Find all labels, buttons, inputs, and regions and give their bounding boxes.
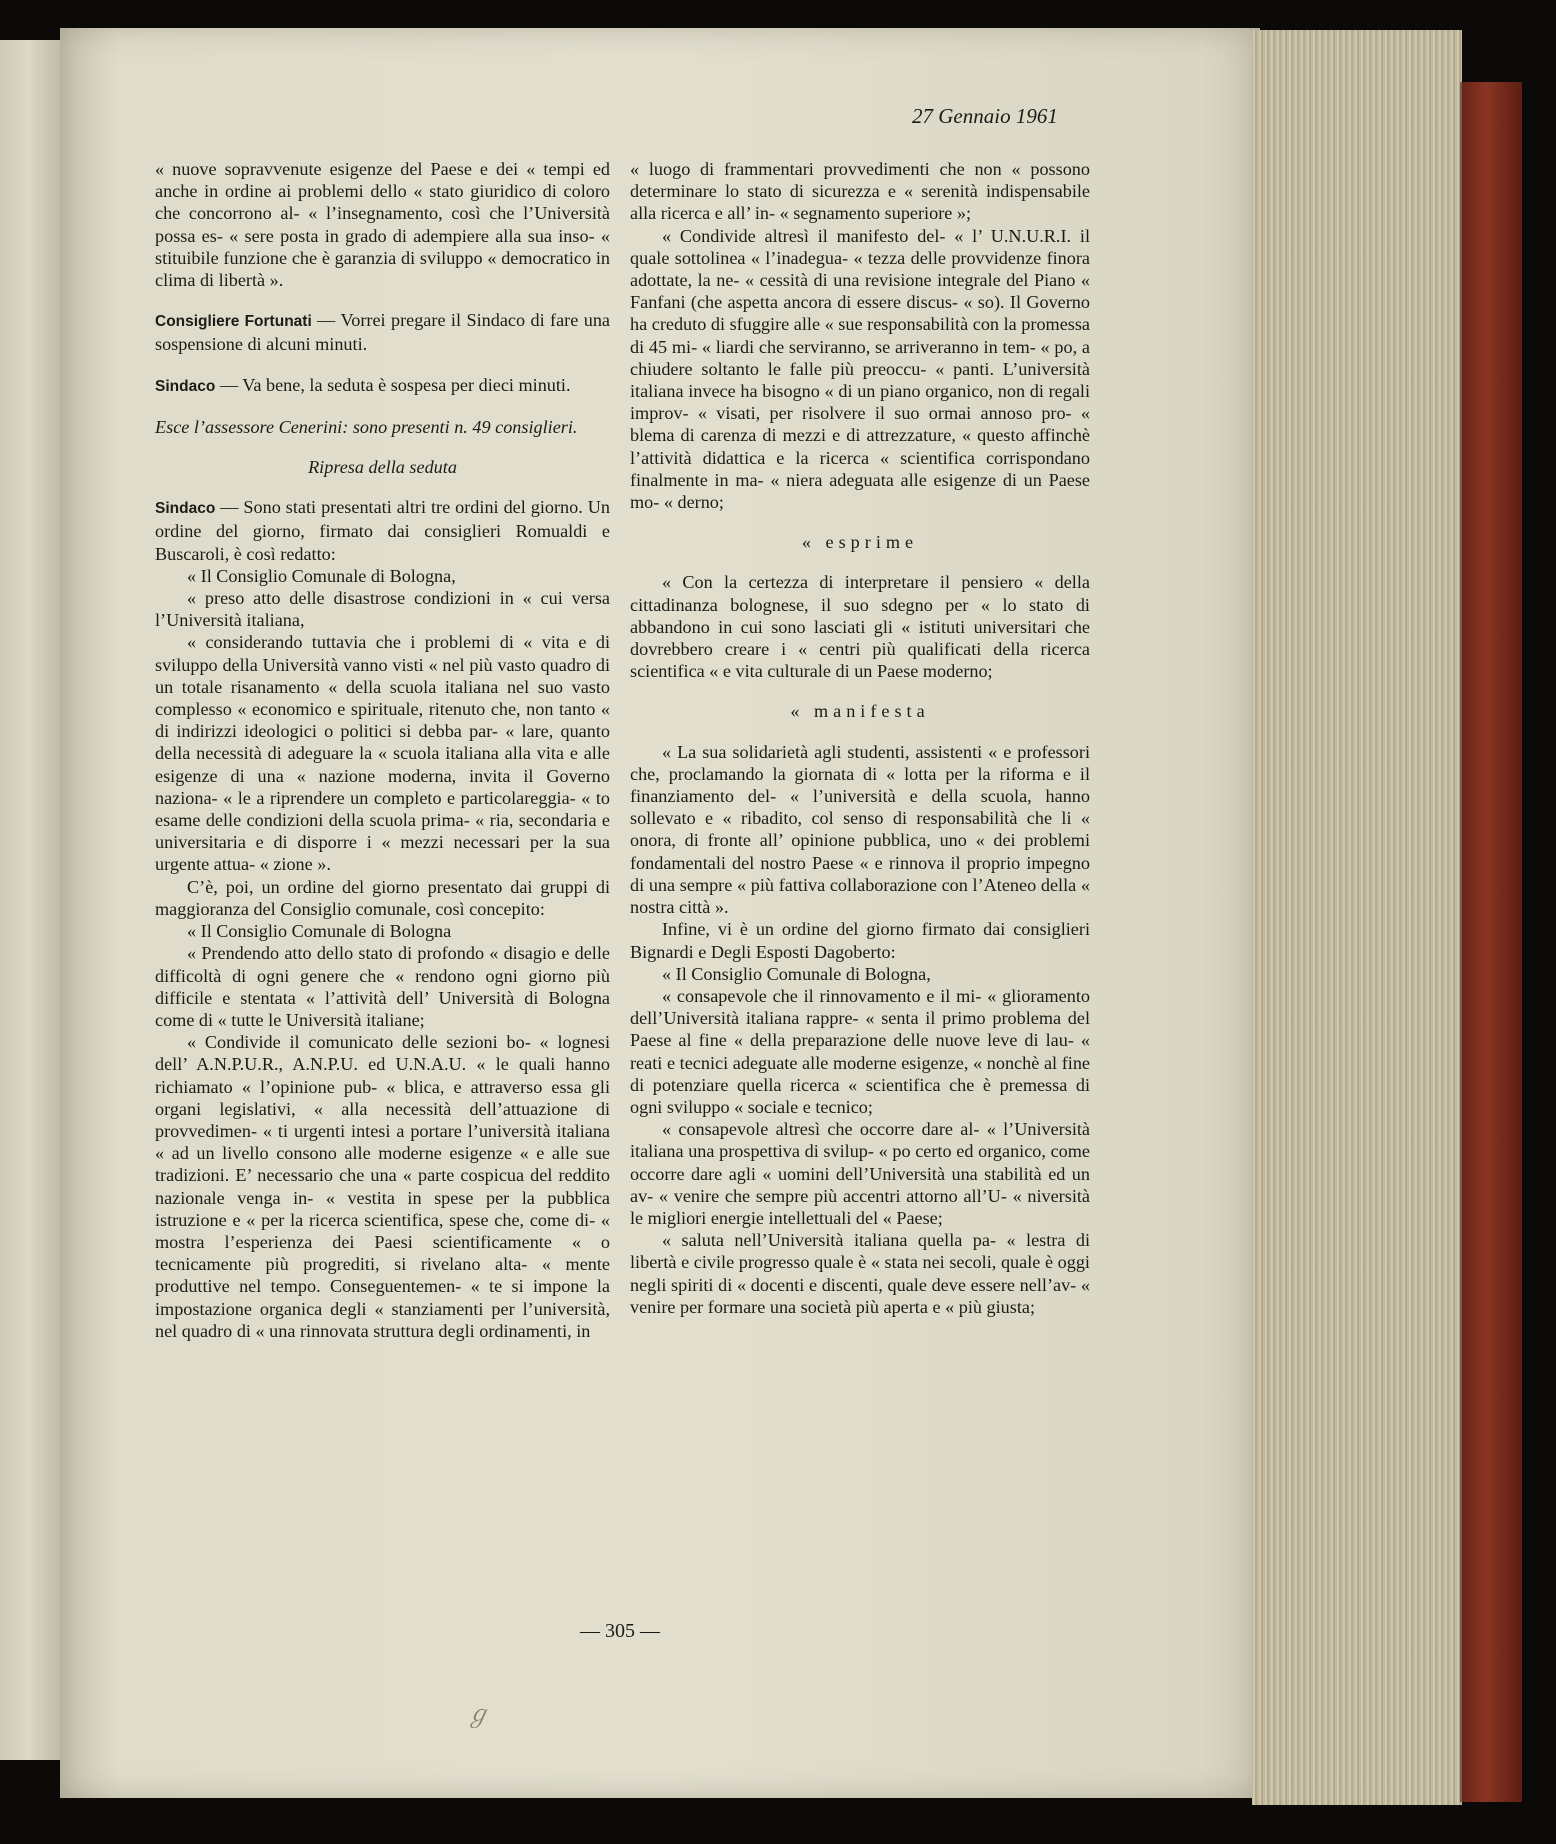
left-column: [155, 158, 610, 1342]
paragraph: « Con la certezza di interpretare il pensiero « della cittadinanza bolognese, il suo sdegno per « lo stato di abbandono in cui sono lasciati gli « istituti universitari che dovrebbero creare i « centri più qualificati della ricerca scientifica « e vita culturale di un Paese moderno;: [630, 572, 1090, 682]
paragraph: Infine, vi è un ordine del giorno firmato dai consiglieri Bignardi e Degli Esposti Dagoberto:: [630, 919, 1090, 962]
speaker-name: Sindaco: [155, 500, 216, 518]
speech-text: — Vorrei pregare il Sindaco di fare una sospensione di alcuni minuti.: [155, 310, 610, 355]
page-stack-edges: [1252, 30, 1462, 1805]
speaker-name: Consigliere Fortunati: [155, 313, 312, 331]
section-heading: Ripresa della seduta: [308, 457, 457, 478]
paragraph: « nuove sopravvenute esigenze del Paese e dei « tempi ed anche in ordine ai problemi dello « stato giuridico di coloro che concorrono al- « l’insegnamento, così che l’Università possa es- « sere posta in grado di adempiere alla sua inso- « stituibile funzione che è garanzia di sviluppo « democratico in clima di libertà ».: [155, 159, 610, 291]
marbled-cover: [1462, 82, 1522, 1802]
paragraph: « Il Consiglio Comunale di Bologna,: [187, 565, 456, 586]
speech-paragraph: [155, 496, 610, 565]
paragraph: « saluta nell’Università italiana quella pa- « lestra di libertà e civile progresso quale è « stata nei secoli, quale è oggi negli spiriti di « docenti e discenti, quale deve essere nell’av- « venire per formare una società più aperta e « più giusta;: [630, 1230, 1090, 1317]
paragraph: « Condivide altresì il manifesto del- « l’ U.N.U.R.I. il quale sottolinea « l’inadegua- « tezza delle provvidenze finora adottate, la ne- « cessità di una revisione integrale del Piano « Fanfani (che aspetta ancora di essere discus- « so). Il Governo ha creduto di sfuggire alle « sue responsabilità con la promessa di 45 mi- « liardi che serviranno, se arriveranno in tem- « po, a chiudere soltanto le falle più preoccu- « panti. L’università italiana invece ha bisogno « di un piano organico, non di regali improv- « visati, per risolvere il suo ormai annoso pro- « blema di carenza di mezzi e di attrezzature, « questo affinchè l’attività didattica e la ricerca « scientifica corrispondano finalmente in ma- « niera adeguata alle esigenze di un Paese mo- « derno;: [630, 225, 1090, 513]
paragraph: « considerando tuttavia che i problemi di « vita e di sviluppo della Università vanno visti « nel più vasto quadro di un totale risanamento « della scuola italiana nel suo vasto complesso « economico e spirituale, ritenuto che, non tanto « di indirizzi ideologici o politici si debba par- « lare, quanto della necessità di adeguare la « scuola italiana alla vita e alle esigenze di una « nazione moderna, invita il Governo naziona- « le a riprendere un completo e particolareggia- « to esame delle condizioni della scuola prima- « ria, secondaria e universitaria e di disporre i « mezzi necessari per la sua urgente attua- « zione ».: [155, 632, 610, 875]
paragraph: « preso atto delle disastrose condizioni in « cui versa l’Università italiana,: [155, 588, 610, 631]
paragraph: « Prendendo atto dello stato di profondo « disagio e delle difficoltà di ogni genere che « rendono ogni giorno più difficile e stentata « l’attività dell’ Università di Bologna come di « tutte le Università italiane;: [155, 943, 610, 1030]
speaker-name: Sindaco: [155, 377, 216, 395]
paragraph: « La sua solidarietà agli studenti, assistenti « e professori che, proclamando la giornata di « lotta per la riforma e il finanziamento del- « l’università e della scuola, hanno sollevato e « ribadito, col senso di responsabilità che li « onora, di fronte all’ opinione pubblica, uno « dei problemi fondamentali del nostro Paese « e rinnova il proprio impegno di una sempre « più fattiva collaborazione con l’Ateneo della « nostra città ».: [630, 741, 1090, 918]
pencil-mark: ℊ: [466, 1700, 490, 1728]
stage-direction: Esce l’assessore Cenerini: sono presenti n. 49 consiglieri.: [155, 416, 578, 437]
paragraph: C’è, poi, un ordine del giorno presentato dai gruppi di maggioranza del Consiglio comunale, così concepito:: [155, 876, 610, 919]
paragraph: « luogo di frammentari provvedimenti che non « possono determinare lo stato di sicurezza e « serenità indispensabile alla ricerca e all’ in- « segnamento superiore »;: [630, 159, 1090, 224]
speech-text: — Va bene, la seduta è sospesa per dieci minuti.: [215, 374, 571, 395]
page-number: — 305 —: [580, 1620, 660, 1642]
resolution-keyword: « manifesta: [790, 701, 930, 722]
paragraph: « Il Consiglio Comunale di Bologna,: [662, 963, 931, 984]
paragraph: « consapevole che il rinnovamento e il mi- « glioramento dell’Università italiana rappre- « senta il primo problema del Paese al fine « della preparazione delle nuove leve di lau- « reati e tecnici adeguate alle moderne esigenze, « nonchè al fine di potenziare quella ricerca « scientifica che è premessa di ogni sviluppo « sociale e tecnico;: [630, 985, 1090, 1117]
paragraph: « consapevole altresì che occorre dare al- « l’Università italiana una prospettiva di svilup- « po certo ed organico, come occorre dare agli « uomini dell’Università una stabilità ed un av- « venire che sempre più accentri attorno all’U- « niversità le migliori energie intellettuali del « Paese;: [630, 1119, 1090, 1228]
speech-paragraph: [155, 309, 610, 355]
speech-paragraph: [155, 374, 610, 398]
paragraph: « Il Consiglio Comunale di Bologna: [187, 921, 452, 942]
speech-text: — Sono stati presentati altri tre ordini del giorno. Un ordine del giorno, firmato dai consiglieri Romualdi e Buscaroli, è così redatto:: [155, 497, 610, 564]
resolution-keyword: « esprime: [801, 532, 919, 553]
right-column: [630, 158, 1090, 1318]
page-header-date: 27 Gennaio 1961: [912, 104, 1058, 128]
paragraph: « Condivide il comunicato delle sezioni bo- « lognesi dell’ A.N.P.U.R., A.N.P.U. ed U.N.A.U. « le quali hanno richiamato « l’opinione pub- « blica, e attraverso essa gli organi legislativi, « alla necessità dell’attuazione di provvedimen- « ti urgenti intesi a portare l’università italiana « ad un livello consono alle moderne esigenze « e alle sue tradizioni. E’ necessario che una « parte cospicua del reddito nazionale venga in- « vestita in spese per la pubblica istruzione e « per la ricerca scientifica, spese che, come di- « mostra l’esperienza dei Paesi scientificamente « o tecnicamente più progrediti, si rivelano alta- « mente produttive nel tempo. Conseguentemen- « te si impone la impostazione organica degli « stanziamenti per l’università, nel quadro di « una rinnovata struttura degli ordinamenti, in: [155, 1032, 610, 1341]
